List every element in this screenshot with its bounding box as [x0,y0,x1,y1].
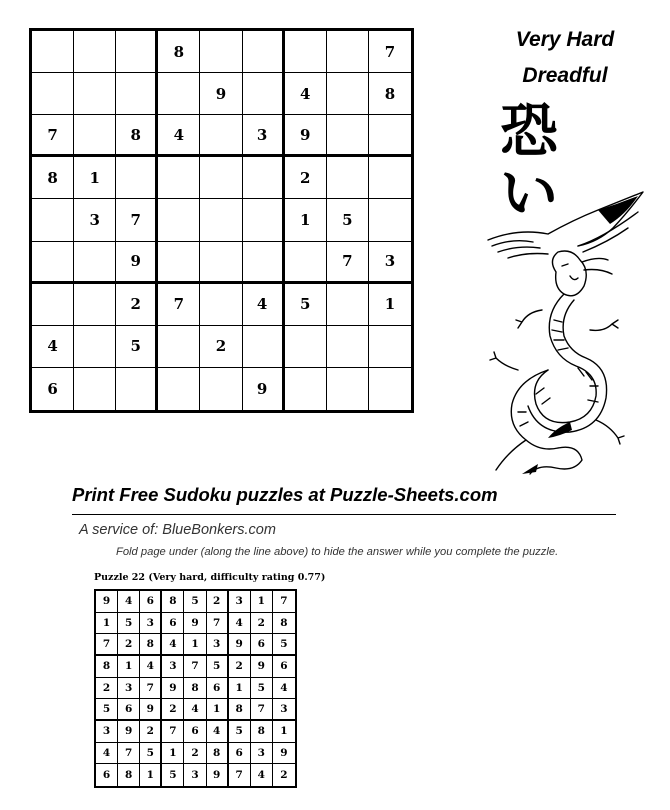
grid-cell: 9 [162,678,184,700]
grid-cell: 6 [229,743,251,765]
grid-cell [32,73,74,115]
grid-cell [32,242,74,284]
grid-cell [369,199,411,241]
grid-cell: 8 [96,656,118,678]
grid-cell [327,326,369,368]
grid-cell: 4 [118,591,140,613]
grid-cell: 1 [118,656,140,678]
grid-cell [158,326,200,368]
grid-cell: 4 [184,699,206,721]
grid-cell: 4 [285,73,327,115]
grid-cell [243,31,285,73]
grid-cell: 3 [162,656,184,678]
grid-cell: 5 [184,591,206,613]
grid-cell: 4 [96,743,118,765]
grid-cell: 7 [184,656,206,678]
grid-cell: 4 [273,678,295,700]
grid-cell: 8 [158,31,200,73]
grid-cell: 9 [96,591,118,613]
grid-cell: 7 [273,591,295,613]
grid-cell: 7 [158,284,200,326]
grid-cell: 9 [229,634,251,656]
grid-cell [200,242,242,284]
grid-cell: 3 [96,721,118,743]
grid-cell: 3 [229,591,251,613]
grid-cell [158,368,200,410]
grid-cell [200,115,242,157]
grid-cell: 5 [118,613,140,635]
grid-cell: 5 [162,764,184,786]
grid-cell [285,242,327,284]
grid-cell: 7 [96,634,118,656]
grid-cell: 4 [140,656,162,678]
grid-cell: 7 [251,699,273,721]
grid-cell: 4 [158,115,200,157]
grid-cell: 3 [243,115,285,157]
grid-cell: 9 [273,743,295,765]
grid-cell: 7 [369,31,411,73]
grid-cell: 5 [273,634,295,656]
grid-cell: 9 [118,721,140,743]
grid-cell [116,368,158,410]
grid-cell [74,284,116,326]
grid-cell: 5 [229,721,251,743]
grid-cell: 7 [140,678,162,700]
grid-cell [369,157,411,199]
grid-cell [327,368,369,410]
grid-cell: 1 [369,284,411,326]
grid-cell [327,284,369,326]
grid-cell: 5 [207,656,229,678]
grid-cell [369,115,411,157]
grid-cell: 1 [229,678,251,700]
grid-cell [200,31,242,73]
grid-cell [32,31,74,73]
grid-cell [74,73,116,115]
grid-cell [116,31,158,73]
grid-cell [200,199,242,241]
grid-cell [243,326,285,368]
grid-cell [327,31,369,73]
grid-cell [116,73,158,115]
grid-cell [158,73,200,115]
grid-cell: 2 [207,591,229,613]
grid-cell: 7 [162,721,184,743]
grid-cell [74,326,116,368]
grid-cell [116,157,158,199]
grid-cell [200,368,242,410]
grid-cell [32,284,74,326]
grid-cell: 5 [327,199,369,241]
grid-cell: 1 [251,591,273,613]
grid-cell [158,242,200,284]
grid-cell [243,73,285,115]
grid-cell [285,31,327,73]
grid-cell: 3 [207,634,229,656]
grid-cell: 1 [96,613,118,635]
grid-cell: 2 [96,678,118,700]
grid-cell: 8 [32,157,74,199]
grid-cell [158,157,200,199]
grid-cell: 6 [273,656,295,678]
site-banner: Print Free Sudoku puzzles at Puzzle-Sheets.com [72,484,498,505]
grid-cell: 8 [273,613,295,635]
grid-cell: 3 [273,699,295,721]
grid-cell: 9 [184,613,206,635]
grid-cell: 2 [200,326,242,368]
grid-cell: 2 [184,743,206,765]
grid-cell: 4 [251,764,273,786]
grid-cell: 2 [280,769,288,782]
grid-cell: 4 [243,284,285,326]
grid-cell: 2 [251,613,273,635]
grid-cell [369,326,411,368]
grid-cell: 5 [140,743,162,765]
grid-cell: 7 [116,199,158,241]
grid-cell: 1 [162,743,184,765]
grid-cell: 7 [327,242,369,284]
grid-cell: 5 [96,699,118,721]
sudoku-answer-grid [94,589,297,788]
grid-cell [74,115,116,157]
grid-cell [327,115,369,157]
grid-cell: 4 [207,721,229,743]
grid-cell: 8 [207,743,229,765]
grid-cell [74,242,116,284]
grid-cell: 2 [116,284,158,326]
answer-caption: Puzzle 22 (Very hard, difficulty rating 0.77) [94,572,326,583]
grid-cell: 8 [184,678,206,700]
grid-cell: 9 [207,764,229,786]
grid-cell: 5 [116,326,158,368]
grid-cell: 7 [32,115,74,157]
grid-cell: 3 [184,764,206,786]
grid-cell: 3 [118,678,140,700]
grid-cell: 3 [140,613,162,635]
grid-cell: 5 [285,284,327,326]
grid-cell: 6 [118,699,140,721]
sudoku-puzzle-grid [29,28,414,413]
grid-cell: 8 [116,115,158,157]
grid-cell [200,284,242,326]
grid-cell [327,157,369,199]
dragon-icon [478,190,648,475]
grid-cell [243,242,285,284]
grid-cell [327,73,369,115]
grid-cell: 1 [273,721,295,743]
grid-cell: 6 [251,634,273,656]
service-credit: A service of: BlueBonkers.com [79,522,276,538]
grid-cell: 2 [285,157,327,199]
grid-cell: 9 [140,699,162,721]
grid-cell [200,157,242,199]
grid-cell: 6 [140,591,162,613]
grid-cell: 1 [74,157,116,199]
kanji-char: 恐 [500,97,559,165]
grid-cell: 6 [184,721,206,743]
grid-cell [158,199,200,241]
grid-cell: 9 [200,73,242,115]
grid-cell: 9 [251,656,273,678]
grid-cell [243,157,285,199]
grid-cell: 2 [140,721,162,743]
kanji-char: い [500,159,559,227]
grid-cell: 2 [118,634,140,656]
grid-cell [285,368,327,410]
grid-cell: 7 [229,764,251,786]
grid-cell: 1 [184,634,206,656]
grid-cell: 9 [116,242,158,284]
grid-cell: 4 [162,634,184,656]
grid-cell: 8 [229,699,251,721]
grid-cell: 8 [162,591,184,613]
grid-cell: 8 [140,634,162,656]
grid-cell: 1 [285,199,327,241]
grid-cell [243,199,285,241]
grid-cell: 6 [162,613,184,635]
grid-cell: 3 [251,743,273,765]
grid-cell: 8 [118,764,140,786]
grid-cell: 2 [162,699,184,721]
grid-cell: 4 [32,326,74,368]
grid-cell [285,326,327,368]
grid-cell: 3 [369,242,411,284]
grid-cell: 6 [207,678,229,700]
grid-cell: 8 [369,73,411,115]
grid-cell [369,368,411,410]
grid-cell: 6 [32,368,74,410]
grid-cell: 3 [74,199,116,241]
grid-cell [32,199,74,241]
difficulty-name: Dreadful [522,64,608,87]
grid-cell: 6 [96,764,118,786]
fold-instructions: Fold page under (along the line above) to hide the answer while you complete the puzzle. [116,546,559,558]
grid-cell [74,31,116,73]
grid-cell: 1 [207,699,229,721]
grid-cell: 7 [118,743,140,765]
grid-cell: 8 [251,721,273,743]
grid-cell: 9 [285,115,327,157]
grid-cell: 7 [207,613,229,635]
grid-cell: 4 [229,613,251,635]
grid-cell: 1 [140,764,162,786]
grid-cell: 2 [229,656,251,678]
difficulty-label: Very Hard [515,28,615,51]
grid-cell: 9 [243,368,285,410]
grid-cell [74,368,116,410]
grid-cell: 5 [251,678,273,700]
fold-divider-line [72,514,616,515]
